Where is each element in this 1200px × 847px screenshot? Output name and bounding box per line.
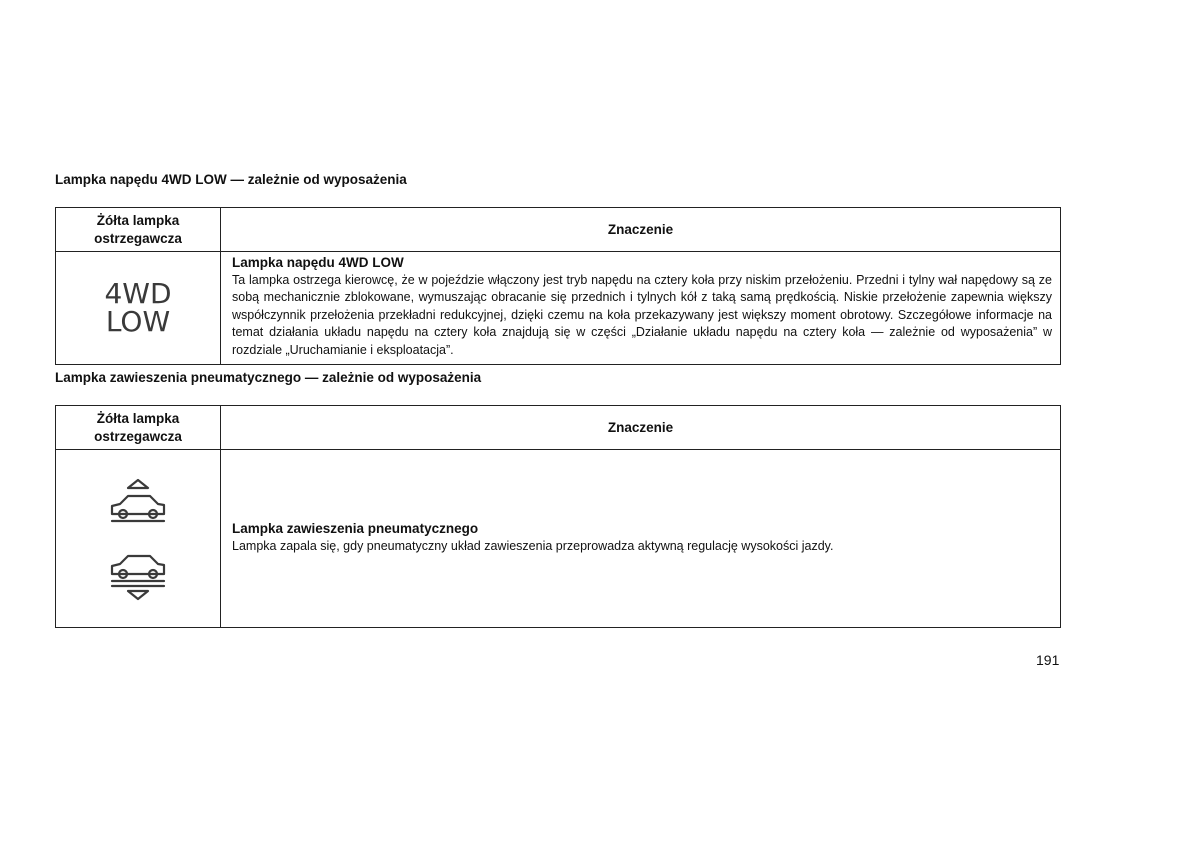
table-header-row <box>56 208 1061 252</box>
table-header-row <box>56 406 1061 450</box>
header-warning-lamp: Żółta lampka ostrzegawcza <box>56 406 221 450</box>
header-meaning: Znaczenie <box>221 208 1061 252</box>
lamp-icon-cell <box>56 252 221 365</box>
lamp-text-line-1: 4WD <box>104 277 172 310</box>
lamp-description-cell <box>221 252 1061 365</box>
suspension-raise-icon <box>106 476 170 524</box>
4wd-low-lamp-icon <box>104 277 172 338</box>
page-number: 191 <box>1036 652 1060 668</box>
lamp-icon-cell <box>56 450 221 628</box>
section-heading-4wd-low: Lampka napędu 4WD LOW — zależnie od wyposażenia <box>55 172 407 187</box>
lamp-description-cell <box>221 450 1061 628</box>
lamp-title: Lampka napędu 4WD LOW <box>232 255 404 270</box>
lamp-description: Lampka zapala się, gdy pneumatyczny układ zawieszenia przeprowadza aktywną regulację wysokości jazdy. <box>232 539 834 553</box>
suspension-lower-icon <box>106 554 170 602</box>
table-row <box>56 450 1061 628</box>
header-warning-lamp: Żółta lampka ostrzegawcza <box>56 208 221 252</box>
table-row <box>56 252 1061 365</box>
header-meaning: Znaczenie <box>221 406 1061 450</box>
lamp-title: Lampka zawieszenia pneumatycznego <box>232 521 479 537</box>
warning-lamp-table-4wd-low <box>55 207 1061 365</box>
lamp-description: Ta lampka ostrzega kierowcę, że w pojeździe włączony jest tryb napędu na cztery koła przy niskim przełożeniu. Przedni i tylny wał napędowy są ze sobą mechanicznie zblokowane, wymuszając obracanie się przednich i tylnych kół z taką samą prędkością. Niskie przełożenie zapewnia większy współczynnik przełożenia przekładni redukcyjnej, dzięki czemu na koła przekazywany jest większy moment obrotowy. Szczegółowe informacje na temat działania układu napędu na cztery koła znajdują się w części „Działanie układu napędu na cztery koła — zależnie od wyposażenia” w rozdziale „Uruchamianie i eksploatacja”. <box>232 272 1052 357</box>
warning-lamp-table-air-suspension <box>55 405 1061 628</box>
lamp-text-line-2: LOW <box>105 305 171 338</box>
section-heading-air-suspension: Lampka zawieszenia pneumatycznego — zależnie od wyposażenia <box>55 370 482 385</box>
